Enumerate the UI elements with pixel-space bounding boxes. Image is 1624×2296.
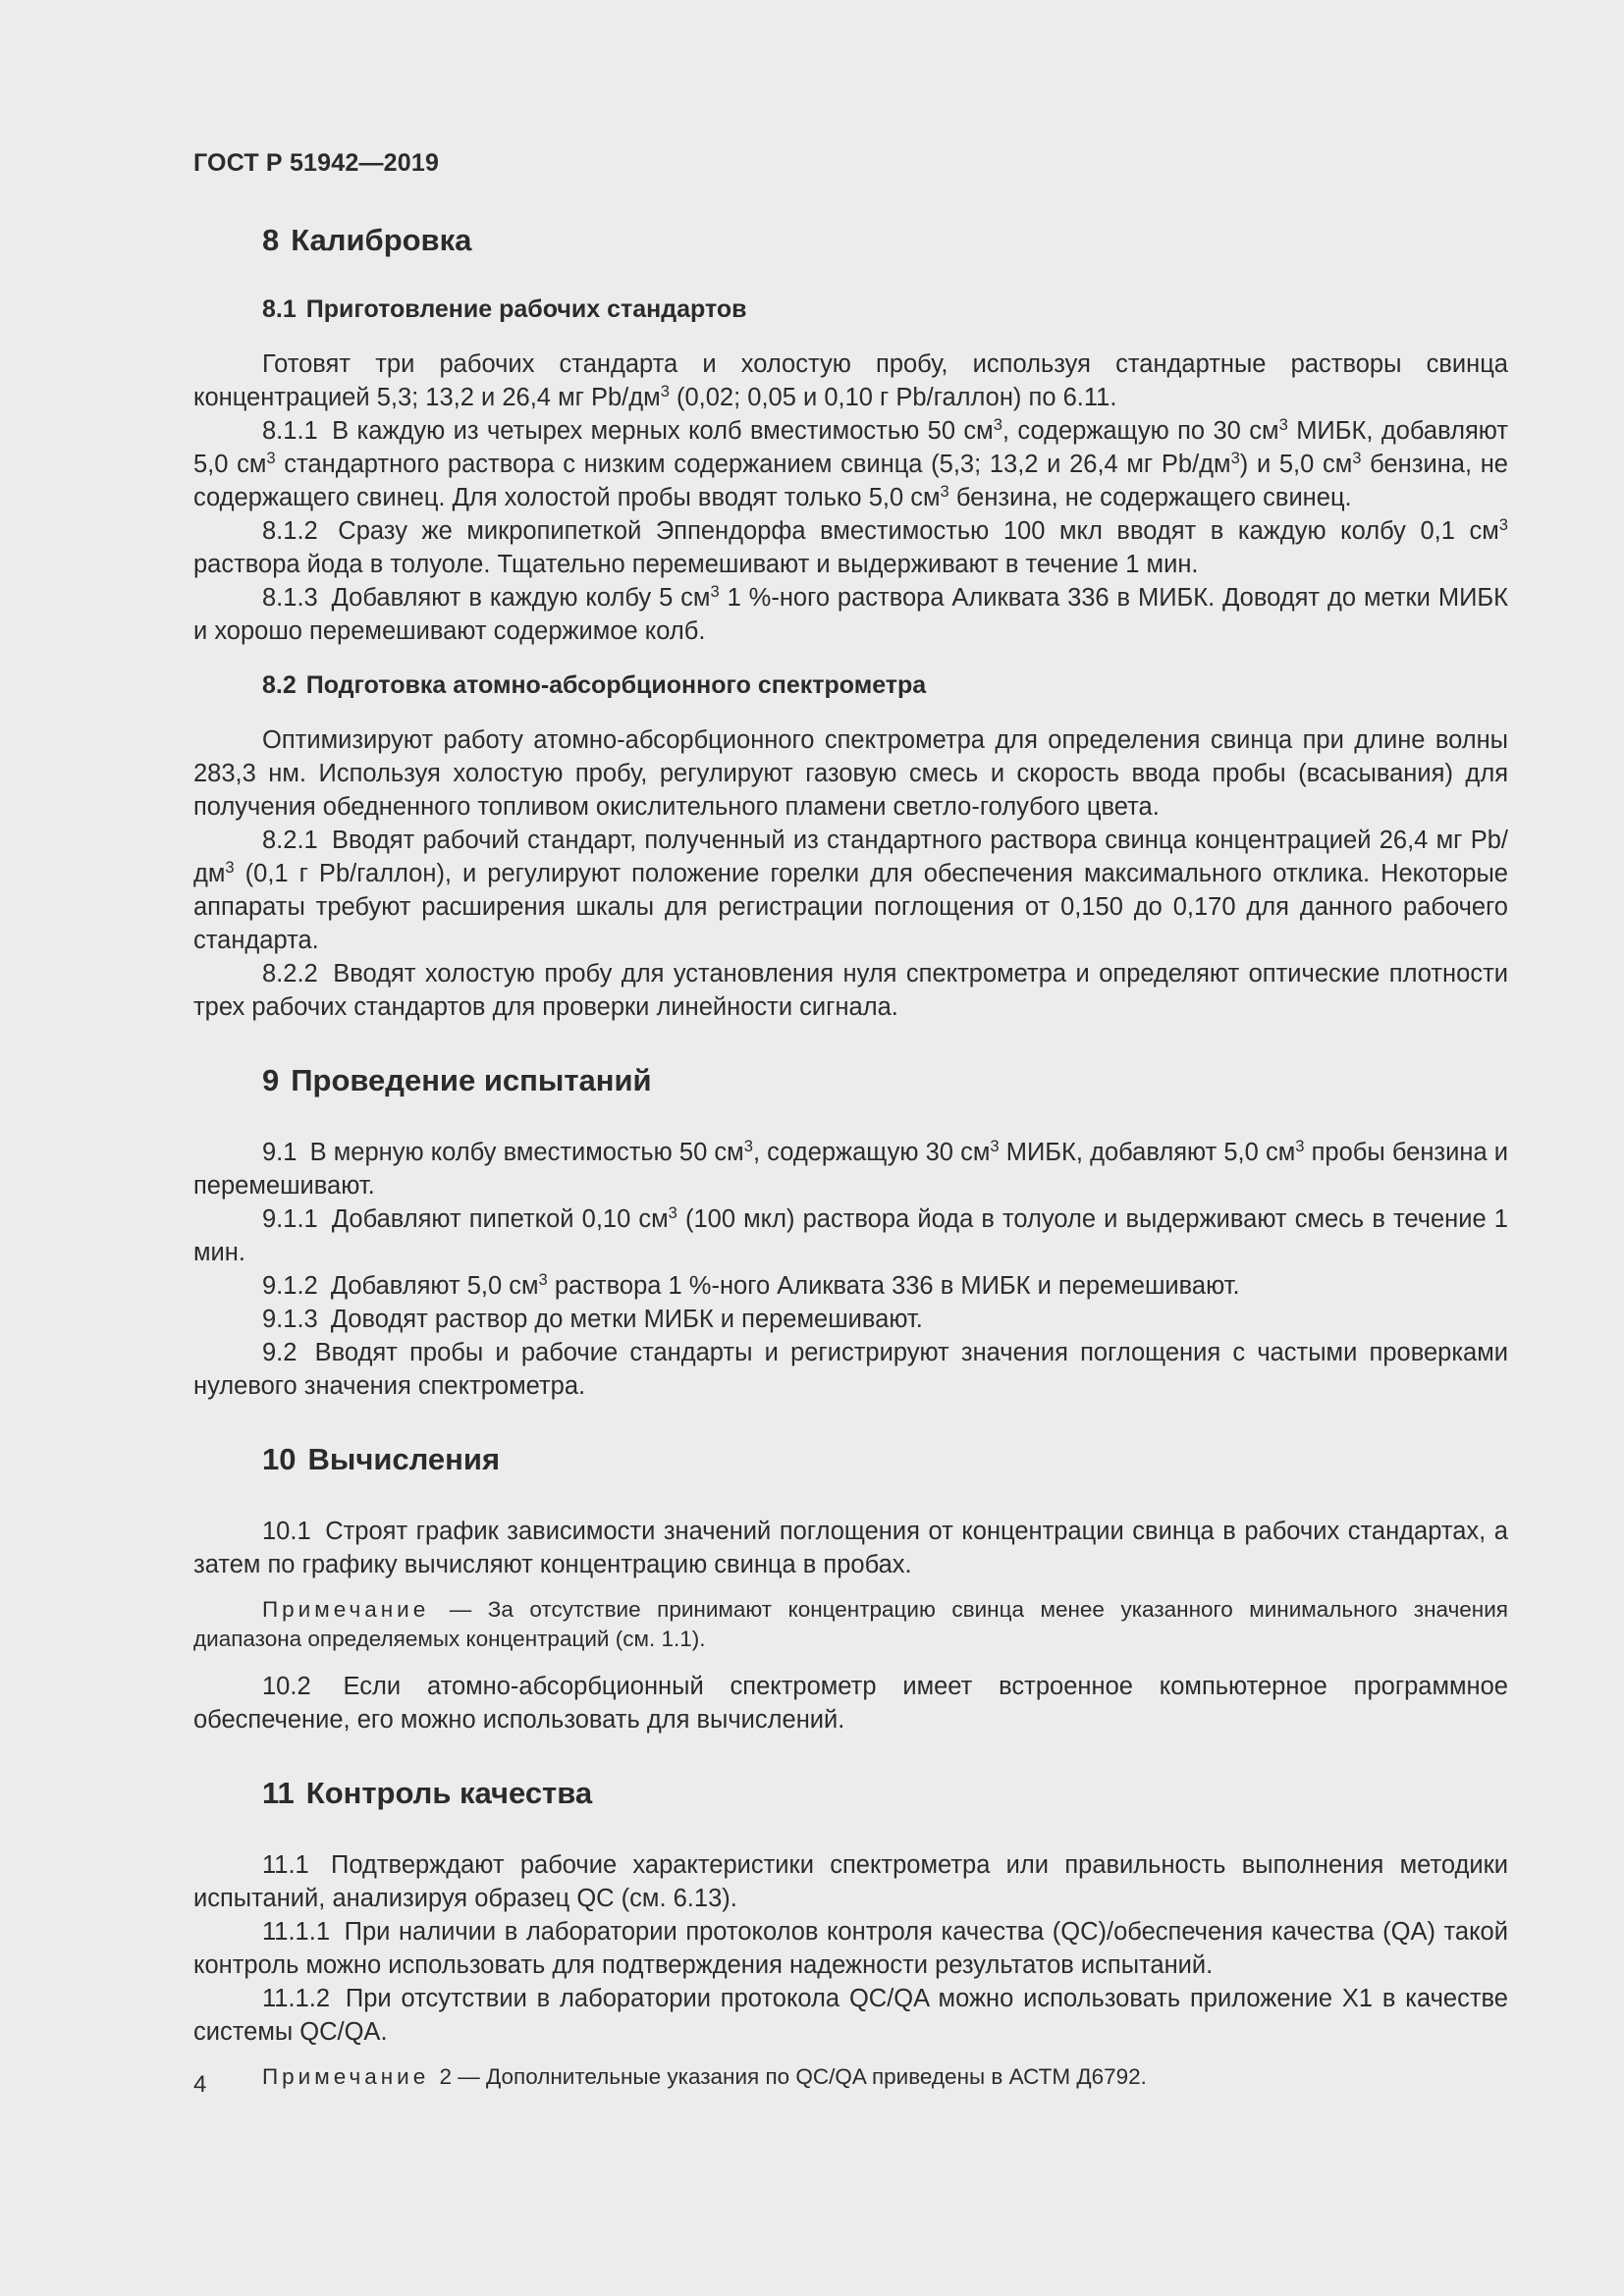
paragraph-8-2-2: 8.2.2 Вводят холостую пробу для установления нуля спектрометра и определяют оптические плотности трех рабочих стандартов для проверки линейности сигнала. [193, 960, 1508, 1021]
paragraph-11-1-1: 11.1.1 При наличии в лаборатории протоколов контроля качества (QC)/обеспечения качества (QA) такой контроль можно использовать для подтверждения надежности результатов испытаний. [193, 1918, 1508, 1979]
paragraph-9-1-3: 9.1.3 Доводят раствор до метки МИБК и перемешивают. [262, 1306, 923, 1333]
paragraph-9-1-1: 9.1.1 Добавляют пипеткой 0,10 $см^3$ (100 мкл) раствора йода в толуоле и выдерживают смесь в течение 1 мин. [193, 1202, 1508, 1266]
paragraph-8-1-3: 8.1.3 Добавляют в каждую колбу 5 $см^3$ 1 %-ного раствора Аликвата 336 в МИБК. Доводят до метки МИБК и хорошо перемешивают содержимое колб. [193, 581, 1508, 645]
note-11-2: Примечание 2 — Дополнительные указания по QC/QA приведены в АСТМ Д6792. [262, 2064, 1147, 2089]
section-11-heading: 11 Контроль качества [262, 1776, 593, 1810]
paragraph-9-2: 9.2 Вводят пробы и рабочие стандарты и регистрируют значения поглощения с частыми проверками нулевого значения спектрометра. [193, 1339, 1508, 1400]
section-10-heading: 10 Вычисления [262, 1442, 501, 1476]
section-8-heading: 8 Калибровка [262, 223, 472, 257]
paragraph-9-1: 9.1 В мерную колбу вместимостью 50 $см^3$, содержащую 30 $см^3$ МИБК, добавляют 5,0 $см^3$ пробы бензина и перемешивают. [193, 1136, 1509, 1200]
page-number: 4 [193, 2071, 207, 2098]
note-10: Примечание — За отсутствие принимают концентрацию свинца менее указанного минимального значения диапазона определяемых концентраций (см. 1.1). [193, 1597, 1508, 1651]
paragraph-10-1: 10.1 Строят график зависимости значений поглощения от концентрации свинца в рабочих стандартах, а затем по графику вычисляют концентрацию свинца в пробах. [193, 1518, 1508, 1578]
paragraph-11-1-2: 11.1.2 При отсутствии в лаборатории протокола QC/QA можно использовать приложение Х1 в качестве системы QC/QA. [193, 1985, 1508, 2046]
subsection-8-2-heading: 8.2 Подготовка атомно-абсорбционного спектрометра [262, 671, 927, 699]
paragraph-10-2: 10.2 Если атомно-абсорбционный спектрометр имеет встроенное компьютерное программное обеспечение, его можно использовать для вычислений. [193, 1673, 1508, 1734]
subsection-8-1-heading: 8.1 Приготовление рабочих стандартов [262, 295, 747, 323]
paragraph-8-1-1: 8.1.1 В каждую из четырех мерных колб вместимостью 50 $см^3$, содержащую по 30 $см^3$ МИБК, добавляют 5,0 $см^3$ стандартного раствора с низким содержанием свинца (5,3; 13,2 и 26,4 мг $Pb/дм^3$) и 5,0 $см^3$ бензина, не содержащего свинец. Для холостой пробы вводят только 5,0 $см^3$ бензина, не содержащего свинец. [193, 414, 1508, 511]
paragraph-11-1: 11.1 Подтверждают рабочие характеристики спектрометра или правильность выполнения методики испытаний, анализируя образец QC (см. 6.13). [193, 1851, 1508, 1912]
paragraph-9-1-2: 9.1.2 Добавляют 5,0 $см^3$ раствора 1 %-ного Аликвата 336 в МИБК и перемешивают. [262, 1269, 1240, 1300]
paragraph-8-2-1: 8.2.1 Вводят рабочий стандарт, полученный из стандартного раствора свинца концентрацией 26,4 мг $Pb/дм^3$ (0,1 г Pb/галлон), и регулируют положение горелки для обеспечения максимального отклика. Некоторые аппараты требуют расширения шкалы для регистрации поглощения от 0,150 до 0,170 для данного рабочего стандарта. [193, 827, 1508, 954]
paragraph-8-1-2: 8.1.2 Сразу же микропипеткой Эппендорфа вместимостью 100 мкл вводят в каждую колбу 0,1 $см^3$ раствора йода в толуоле. Тщательно перемешивают и выдерживают в течение 1 мин. [193, 514, 1508, 578]
paragraph-8-2-intro: Оптимизируют работу атомно-абсорбционного спектрометра для определения свинца при длине волны 283,3 нм. Используя холостую пробу, регулируют газовую смесь и скорость ввода пробы (всасывания) для получения обедненного топливом окислительного пламени светло-голубого цвета. [193, 726, 1508, 821]
section-9-heading: 9 Проведение испытаний [262, 1063, 652, 1097]
paragraph-8-1-intro: Готовят три рабочих стандарта и холостую пробу, используя стандартные растворы свинца концентрацией 5,3; 13,2 и 26,4 мг $Pb/дм^3$ (0,02; 0,05 и 0,10 г Pb/галлон) по 6.11. [193, 350, 1508, 411]
document-header: ГОСТ Р 51942—2019 [193, 149, 440, 177]
